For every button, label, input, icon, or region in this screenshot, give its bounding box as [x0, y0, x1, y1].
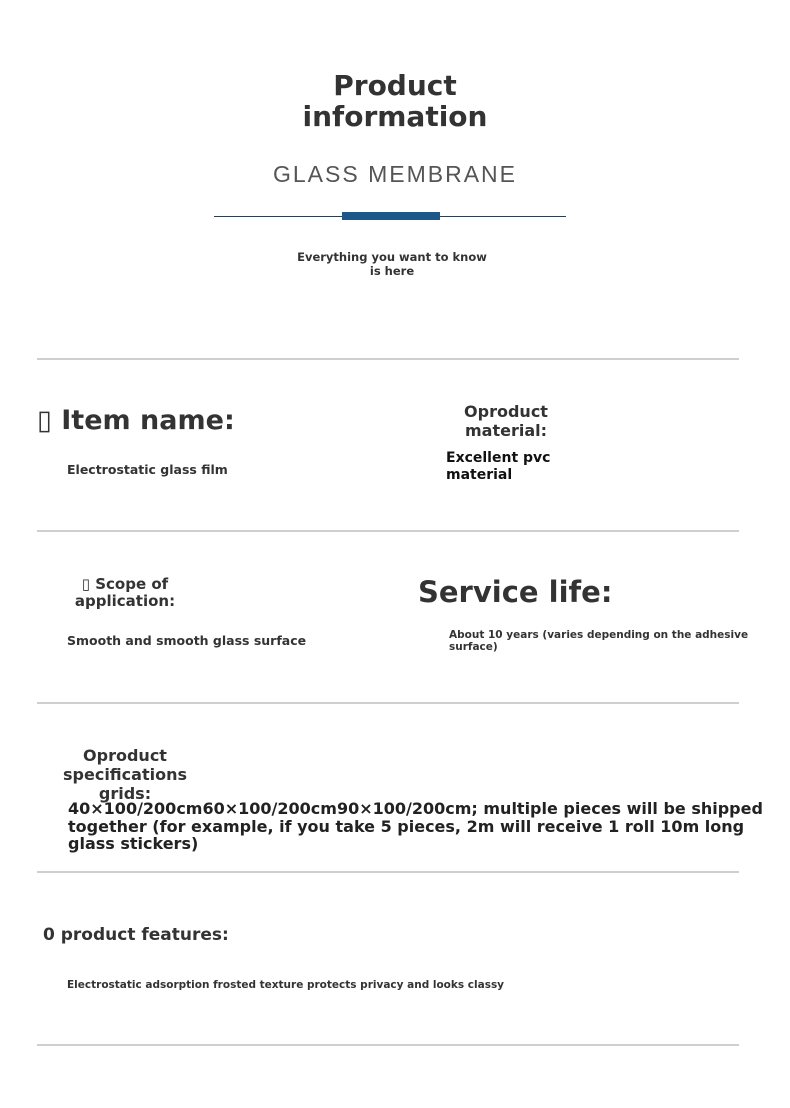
specifications-label-line-2: specifications grids:: [63, 765, 187, 803]
specifications-value-line-3: glass stickers): [68, 834, 199, 853]
service-life-value: [449, 629, 748, 653]
features-value: Electrostatic adsorption frosted texture protects privacy and looks classy: [67, 979, 505, 991]
product-material-value: [446, 450, 550, 484]
scope-value: Smooth and smooth glass surface: [67, 633, 307, 648]
product-material-label-line-1: Oproduct: [464, 402, 548, 421]
item-name-label: ▯ Item name:: [37, 405, 235, 436]
specifications-label-line-1: Oproduct: [83, 746, 167, 765]
item-name-value: Electrostatic glass film: [67, 462, 228, 477]
page-subtitle: GLASS MEMBRANE: [273, 161, 517, 187]
specifications-value: [68, 800, 763, 853]
specifications-label: [40, 746, 210, 803]
scope-label-line-2: application:: [74, 592, 176, 610]
header-tagline: Everything you want to know is here: [297, 250, 487, 278]
product-material-label: [418, 402, 594, 440]
scope-label: [36, 576, 214, 610]
section-divider: [37, 871, 739, 873]
service-life-value-line-2: surface): [449, 641, 498, 653]
scope-label-line-1: ▯ Scope of: [81, 575, 169, 593]
page-title: [0, 70, 790, 132]
product-material-value-line-1: Excellent pvc: [446, 450, 551, 466]
section-divider: [37, 702, 739, 704]
service-life-label: Service life:: [418, 575, 613, 609]
specifications-value-line-2: together (for example, if you take 5 pieces, 2m will receive 1 roll 10m long: [68, 816, 745, 836]
section-divider: [37, 530, 739, 532]
product-material-label-line-2: material:: [464, 421, 548, 440]
product-material-value-line-2: material: [446, 467, 513, 483]
features-label: 0 product features:: [43, 925, 229, 945]
specifications-value-line-1: 40×100/200cm60×100/200cm90×100/200cm; multiple pieces will be shipped: [68, 799, 763, 818]
section-divider: [37, 358, 739, 360]
title-line-1: Product: [333, 69, 457, 102]
title-line-2: information: [302, 100, 488, 133]
service-life-value-line-1: About 10 years (varies depending on the adhesive: [449, 629, 749, 641]
section-divider: [37, 1044, 739, 1046]
header-accent-bar: [342, 212, 440, 220]
